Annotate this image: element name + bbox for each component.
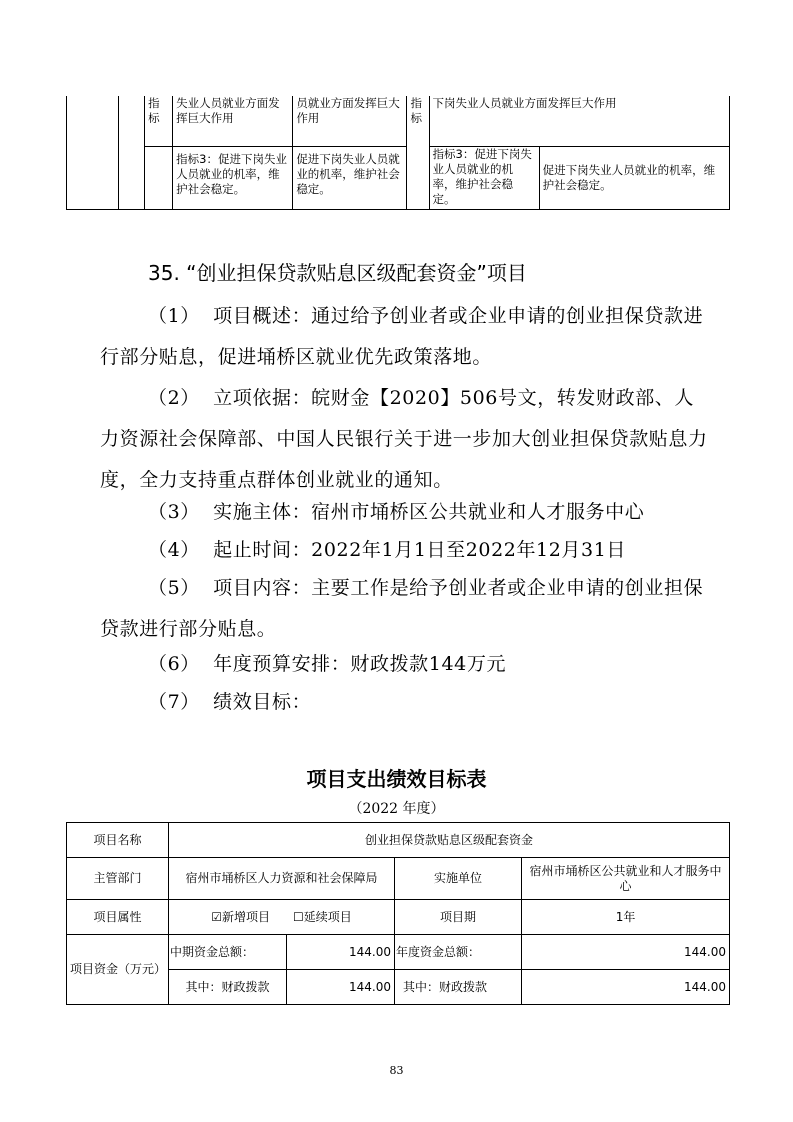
performance-table — [66, 822, 730, 1005]
indicator-cell: 指标3：促进下岗失业人员就业的机率，维护社会稳定。 — [429, 146, 539, 209]
unit-value: 宿州市埇桥区公共就业和人才服务中心 — [522, 858, 730, 900]
indicator-cell: 失业人员就业方面发挥巨大作用 — [173, 96, 293, 146]
paragraph-text: 年度预算安排：财政拨款144万元 — [213, 653, 507, 675]
paragraph-text: 项目内容：主要工作是给予创业者或企业申请的创业担保贷款进行部分贴息。 — [100, 577, 704, 640]
attr-value — [169, 900, 395, 935]
blank-cell — [119, 96, 145, 209]
project-name-label: 项目名称 — [67, 823, 169, 858]
checkbox-unchecked-icon: ☐ — [292, 909, 304, 924]
mid-total-value: 144.00 — [287, 935, 395, 970]
table-title: 项目支出绩效目标表 — [306, 767, 487, 791]
paragraph-label: （7） — [148, 691, 200, 713]
year-total-label: 年度资金总额： — [395, 935, 522, 970]
blank-cell — [145, 146, 173, 209]
year-fiscal-label: 其中：财政拨款 — [395, 970, 522, 1005]
paragraph-text: 绩效目标： — [213, 691, 312, 713]
continued-project-label: 延续项目 — [303, 909, 352, 924]
attr-label: 项目属性 — [67, 900, 169, 935]
checkbox-checked-icon: ☑ — [211, 909, 223, 924]
dept-label: 主管部门 — [67, 858, 169, 900]
indicator-cell: 促进下岗失业人员就业的机率，维护社会稳定。 — [539, 146, 729, 209]
paragraph-text: 立项依据：皖财金【2020】506号文，转发财政部、人力资源社会保障部、中国人民银行关于进一步加大创业担保贷款贴息力度，全力支持重点群体创业就业的通知。 — [100, 387, 708, 491]
paragraph-implementer — [100, 492, 710, 533]
paragraph-label: （1） — [148, 305, 200, 327]
project-name: 创业担保贷款贴息区级配套资金 — [169, 823, 730, 858]
previous-table-fragment — [66, 96, 730, 210]
indicator-cell: 指标3：促进下岗失业人员就业的机率，维护社会稳定。 — [173, 146, 293, 209]
table-year: （2022 年度） — [348, 801, 445, 817]
mid-total-label: 中期资金总额： — [169, 935, 287, 970]
paragraph-text: 项目概述：通过给予创业者或企业申请的创业担保贷款进行部分贴息，促进埇桥区就业优先政策落地。 — [100, 305, 704, 368]
dept-value: 宿州市埇桥区人力资源和社会保障局 — [169, 858, 395, 900]
indicator-cell: 促进下岗失业人员就业的机率，维护社会稳定。 — [293, 146, 407, 209]
mid-fiscal-value: 144.00 — [287, 970, 395, 1005]
paragraph-label: （4） — [148, 539, 200, 561]
new-project-label: 新增项目 — [222, 909, 271, 924]
paragraph-label: （2） — [148, 387, 200, 409]
year-fiscal-value: 144.00 — [522, 970, 730, 1005]
unit-label: 实施单位 — [395, 858, 522, 900]
blank-cell — [67, 96, 119, 209]
paragraph-goals — [100, 682, 710, 723]
paragraph-label: （5） — [148, 577, 200, 599]
funds-label: 项目资金（万元） — [67, 935, 169, 1005]
paragraph-label: （6） — [148, 653, 200, 675]
indicator-cell: 下岗失业人员就业方面发挥巨大作用 — [429, 96, 729, 146]
paragraph-content — [100, 568, 710, 650]
paragraph-budget — [100, 644, 710, 685]
indicator-cell: 员就业方面发挥巨大作用 — [293, 96, 407, 146]
paragraph-text: 实施主体：宿州市埇桥区公共就业和人才服务中心 — [213, 501, 645, 523]
paragraph-period — [100, 530, 710, 571]
indicator-label: 指标 — [407, 96, 429, 209]
paragraph-text: 起止时间：2022年1月1日至2022年12月31日 — [213, 539, 627, 561]
paragraph-basis — [100, 378, 710, 501]
paragraph-overview — [100, 296, 710, 378]
year-total-value: 144.00 — [522, 935, 730, 970]
mid-fiscal-label: 其中：财政拨款 — [169, 970, 287, 1005]
paragraph-label: （3） — [148, 501, 200, 523]
page-number: 83 — [389, 1064, 404, 1077]
period-label: 项目期 — [395, 900, 522, 935]
indicator-label: 指标 — [145, 96, 173, 146]
section-heading: 35. “创业担保贷款贴息区级配套资金”项目 — [148, 261, 527, 285]
period-value: 1年 — [522, 900, 730, 935]
